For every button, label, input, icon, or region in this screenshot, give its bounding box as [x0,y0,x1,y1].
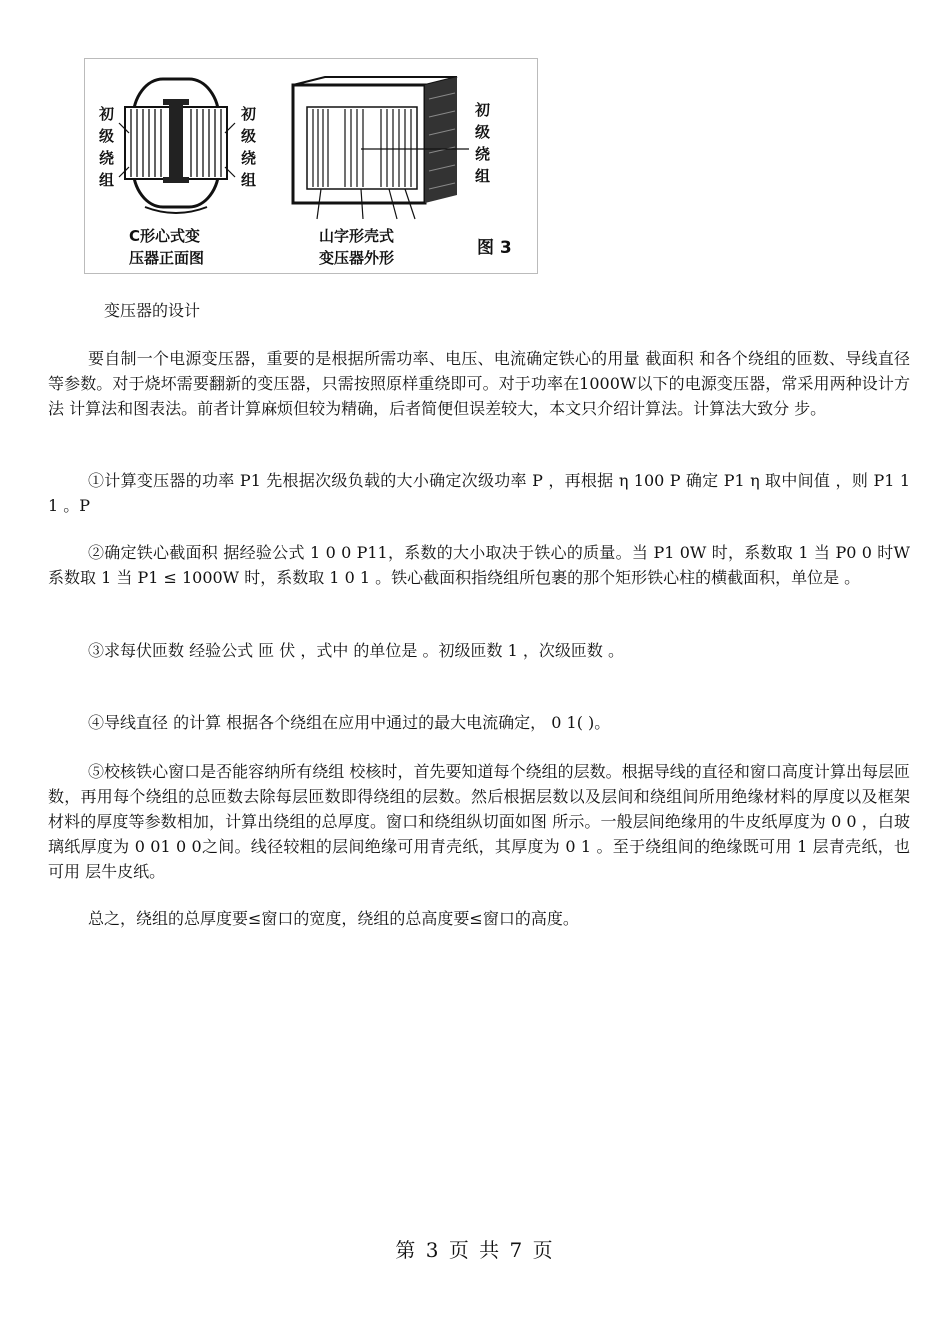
transformer-figure [84,58,538,274]
left-caption: C形心式变 压器正面图 [129,227,205,267]
shell-transformer-drawing [293,77,469,219]
figure-number: 图 3 [477,238,512,258]
right-caption: 山字形壳式 变压器外形 [319,227,395,267]
c-core-transformer-drawing [119,79,235,213]
paragraph-step-3: ③求每伏匝数 经验公式 匝 伏 ，式中 的单位是 。初级匝数 1 ，次级匝数 。 [88,641,624,660]
left-coil-label-left: 初 级 绕 组 [99,105,115,189]
paragraph-intro: 要自制一个电源变压器，重要的是根据所需功率、电压、电流确定铁心的用量 截面积 和各个绕组的匝数、导线直径等参数。对于烧坏需要翻新的变压器，只需按照原样重绕即可。对于功率在1000W以下的电源变压器，常采用两种设计方法 计算法和图表法。前者计算麻烦但较为精确，后者简便但误差较大，本文只介绍计算法。计算法大致分 步。 [48,349,910,418]
page-footer: 第 3 页 共 7 页 [395,1238,555,1262]
paragraph-step-2: ②确定铁心截面积 据经验公式 1 0 0 P11，系数的大小取决于铁心的质量。当 P1 0W 时，系数取 1 当 P0 0 时W 系数取 1 当 P1 ≤ 1000W 时，系数取 1 0 1 。铁心截面积指绕组所包裹的那个矩形铁心柱的横截面积，单位是 。 [48,543,910,587]
paragraph-step-1: ①计算变压器的功率 P1 先根据次级负载的大小确定次级功率 P ，再根据 η 100 P 确定 P1 η 取中间值 ，则 P1 1 1 。P [48,471,910,515]
right-coil-label: 初 级 绕 组 [475,101,491,185]
paragraph-summary: 总之，绕组的总厚度要≤窗口的宽度，绕组的总高度要≤窗口的高度。 [88,909,579,928]
transformer-illustration [85,59,537,273]
paragraph-step-4: ④导线直径 的计算 根据各个绕组在应用中通过的最大电流确定， 0 1( )。 [88,713,611,732]
paragraph-step-5: ⑤校核铁心窗口是否能容纳所有绕组 校核时，首先要知道每个绕组的层数。根据导线的直径和窗口高度计算出每层匝数，再用每个绕组的总匝数去除每层匝数即得绕组的层数。然后根据层数以及层间和绕组间所用绝缘材料的厚度以及框架材料的厚度等参数相加，计算出绕组的总厚度。窗口和绕组纵切面如图 所示。一般层间绝缘用的牛皮纸厚度为 0 0 ，白玻璃纸厚度为 0 01 0 0之间。线径较粗的层间绝缘可用青壳纸，其厚度为 0 1 。至于绕组间的绝缘既可用 1 层青壳纸，也可用 层牛皮纸。 [48,762,910,881]
left-coil-label-right: 初 级 绕 组 [241,105,257,189]
section-title: 变压器的设计 [104,301,201,320]
